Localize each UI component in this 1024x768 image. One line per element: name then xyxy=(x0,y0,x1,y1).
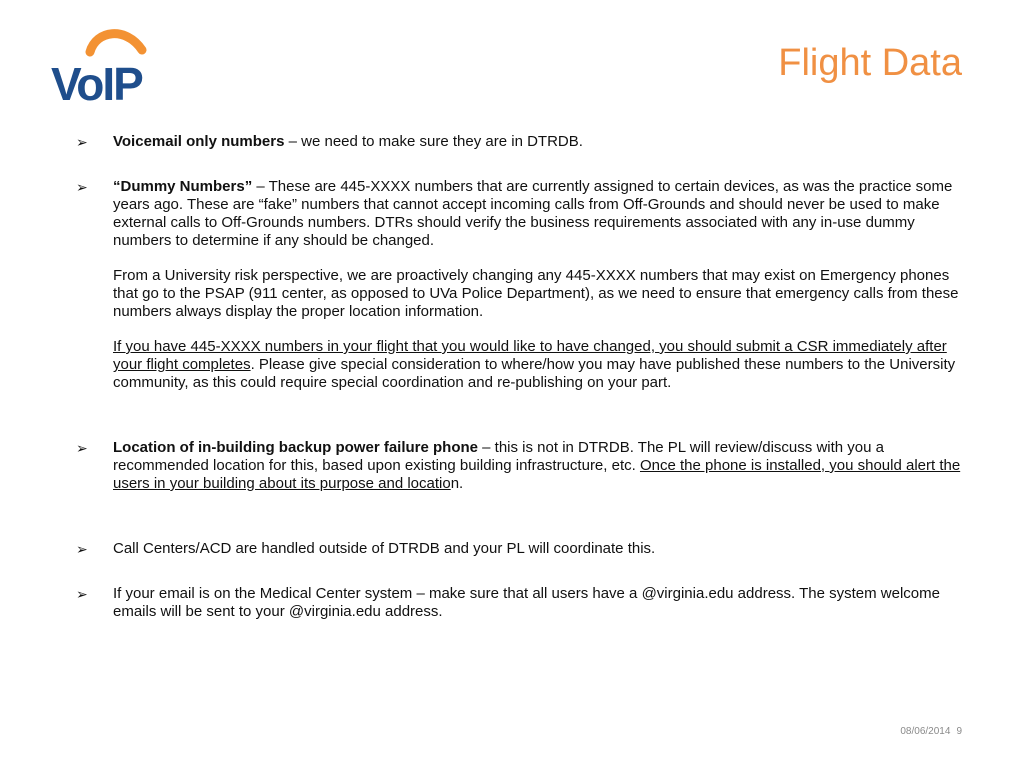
arrow-bullet-icon: ➢ xyxy=(76,541,88,557)
csr-underlined-text: If you have 445-XXXX numbers in your flight that you would like to have changed, you should submit a CSR immediately after your flight completes xyxy=(113,338,947,373)
slide-footer xyxy=(894,726,962,737)
risk-paragraph: From a University risk perspective, we are proactively changing any 445-XXXX numbers that may exist on Emergency phones that go to the PSAP (911 center, as opposed to UVa Police Department), as we need to ensure that emergency calls from these numbers always display the proper location information. xyxy=(113,267,959,320)
bullet-heading: “Dummy Numbers” xyxy=(113,178,253,195)
bullet-heading: Voicemail only numbers xyxy=(113,133,285,150)
voip-logo-graphic xyxy=(50,28,162,106)
bullet-paragraph xyxy=(113,439,970,493)
bullet-paragraph: Call Centers/ACD are handled outside of DTRDB and your PL will coordinate this. xyxy=(113,540,656,557)
bullet-underlined-text: Once the phone is installed, you should alert the users in your building about its purpose and locatio xyxy=(113,457,961,492)
bullet-paragraph xyxy=(113,178,970,250)
voip-logo xyxy=(50,28,162,106)
bullet-text: – this is not in DTRDB. The PL will review/discuss with you a recommended location for this, based upon existing building infrastructure, etc. xyxy=(113,439,884,474)
slide-title: Flight Data xyxy=(778,42,962,84)
arrow-bullet-icon: ➢ xyxy=(76,440,88,456)
bullet-text: – These are 445-XXXX numbers that are currently assigned to certain devices, as was the practice some years ago. These are “fake” numbers that cannot accept incoming calls from Off-Grounds and should never be used to make external calls to Off-Grounds numbers. DTRs should verify the business requirements associated with any in-use dummy numbers to determine if any should be changed. xyxy=(113,178,953,249)
logo-text: VoIP xyxy=(51,58,142,106)
arrow-bullet-icon: ➢ xyxy=(76,134,88,150)
bullet-item-call-centers xyxy=(76,540,970,558)
slide-content xyxy=(76,131,970,621)
bullet-item-dummy-numbers xyxy=(76,178,970,392)
bullet-paragraph xyxy=(113,133,970,151)
arrow-bullet-icon: ➢ xyxy=(76,179,88,195)
bullet-paragraph: If your email is on the Medical Center system – make sure that all users have a @virginia.edu address. The system welcome emails will be sent to your @virginia.edu address. xyxy=(113,585,940,620)
csr-text: . Please give special consideration to where/how you may have published these numbers to the University community, as this could require special coordination and re-publishing on your part. xyxy=(113,356,956,391)
bullet-item-email xyxy=(76,585,970,621)
arrow-bullet-icon: ➢ xyxy=(76,586,88,602)
bullet-heading: Location of in-building backup power failure phone xyxy=(113,439,478,456)
bullet-item-voicemail xyxy=(76,133,970,151)
bullet-tail: n. xyxy=(450,475,464,492)
page-number: 9 xyxy=(956,726,962,737)
csr-paragraph xyxy=(113,338,970,392)
bullet-text: – we need to make sure they are in DTRDB. xyxy=(284,133,583,150)
footer-date: 08/06/2014 xyxy=(900,726,951,737)
bullet-item-backup-phone xyxy=(76,439,970,493)
